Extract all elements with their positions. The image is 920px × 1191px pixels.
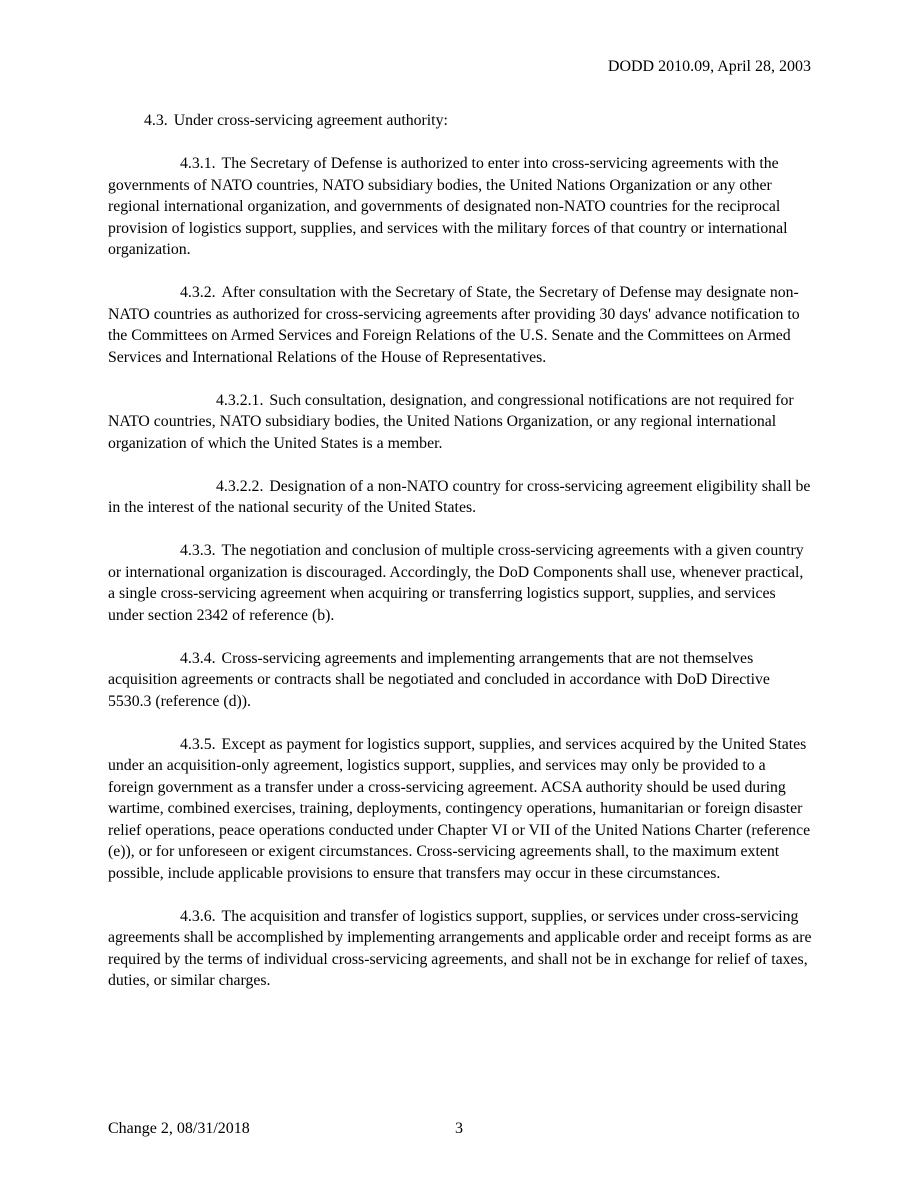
paragraph-number: 4.3. bbox=[144, 112, 168, 129]
paragraph-4-3-3 bbox=[108, 540, 812, 626]
paragraph-number: 4.3.4. bbox=[180, 649, 216, 667]
paragraph-text: Except as payment for logistics support, supplies, and services acquired by the United States under an acquisition-only agreement, logistics support, supplies, and services may only be provided to a foreign government as a transfer under a cross-servicing agreement. ACSA authority should be used during wartime, combined exercises, training, deployments, contingency operations, humanitarian or foreign disaster relief operations, peace operations conducted under Chapter VI or VII of the United Nations Charter (reference (e)), or for unforeseen or exigent circumstances. Cross-servicing agreements shall, to the maximum extent possible, include applicable provisions to ensure that transfers may occur in these circumstances. bbox=[108, 735, 811, 882]
paragraph-text: Under cross-servicing agreement authority: bbox=[173, 112, 448, 129]
paragraph-text: The acquisition and transfer of logistics support, supplies, or services under cross-servicing agreements shall be accomplished by implementing arrangements and applicable order and receipt forms as are required by the terms of individual cross-servicing agreements, and shall not be in exchange for relief of taxes, duties, or similar charges. bbox=[108, 907, 812, 989]
paragraph-4-3-6 bbox=[108, 906, 812, 992]
document-body bbox=[108, 110, 812, 1013]
change-notice: Change 2, 08/31/2018 bbox=[108, 1120, 250, 1137]
paragraph-number: 4.3.1. bbox=[180, 155, 216, 172]
paragraph-4-3-2-1 bbox=[108, 390, 812, 455]
paragraph-number: 4.3.2.1. bbox=[216, 391, 264, 409]
paragraph-text: The Secretary of Defense is authorized to enter into cross-servicing agreements with the governments of NATO countries, NATO subsidiary bodies, the United Nations Organization or any other regional international organization, and governments of designated non-NATO countries for the reciprocal provision of logistics support, supplies, and services with the military forces of that country or international organization. bbox=[108, 155, 788, 258]
paragraph-4-3-4 bbox=[108, 648, 812, 713]
paragraph-text: Designation of a non-NATO country for cross-servicing agreement eligibility shall be in the interest of the national security of the United States. bbox=[108, 477, 811, 516]
paragraph-4-3-1 bbox=[108, 153, 812, 261]
paragraph-4-3 bbox=[108, 110, 812, 132]
paragraph-text: After consultation with the Secretary of State, the Secretary of Defense may designate non-NATO countries as authorized for cross-servicing agreements after providing 30 days' advance notification to the Committees on Armed Services and Foreign Relations of the U.S. Senate and the Committees on Armed Services and International Relations of the House of Representatives. bbox=[108, 284, 800, 366]
document-reference: DODD 2010.09, April 28, 2003 bbox=[607, 58, 811, 75]
paragraph-4-3-2-2 bbox=[108, 476, 812, 519]
paragraph-text: Such consultation, designation, and congressional notifications are not required for NATO countries, NATO subsidiary bodies, the United Nations Organization, or any regional international organization of which the United States is a member. bbox=[108, 391, 794, 452]
page-number: 3 bbox=[455, 1120, 463, 1137]
paragraph-number: 4.3.6. bbox=[180, 907, 216, 925]
paragraph-text: The negotiation and conclusion of multiple cross-servicing agreements with a given country or international organization is discouraged. Accordingly, the DoD Components shall use, whenever practical, a single cross-servicing agreement when acquiring or transferring logistics support, supplies, and services under section 2342 of reference (b). bbox=[108, 542, 804, 624]
paragraph-number: 4.3.2.2. bbox=[216, 477, 264, 495]
paragraph-4-3-5 bbox=[108, 734, 812, 885]
paragraph-number: 4.3.5. bbox=[180, 735, 216, 753]
paragraph-text: Cross-servicing agreements and implementing arrangements that are not themselves acquisition agreements or contracts shall be negotiated and concluded in accordance with DoD Directive 5530.3 (reference (d)). bbox=[108, 649, 770, 710]
paragraph-number: 4.3.2. bbox=[180, 284, 216, 301]
paragraph-4-3-2 bbox=[108, 282, 812, 368]
paragraph-number: 4.3.3. bbox=[180, 542, 216, 559]
